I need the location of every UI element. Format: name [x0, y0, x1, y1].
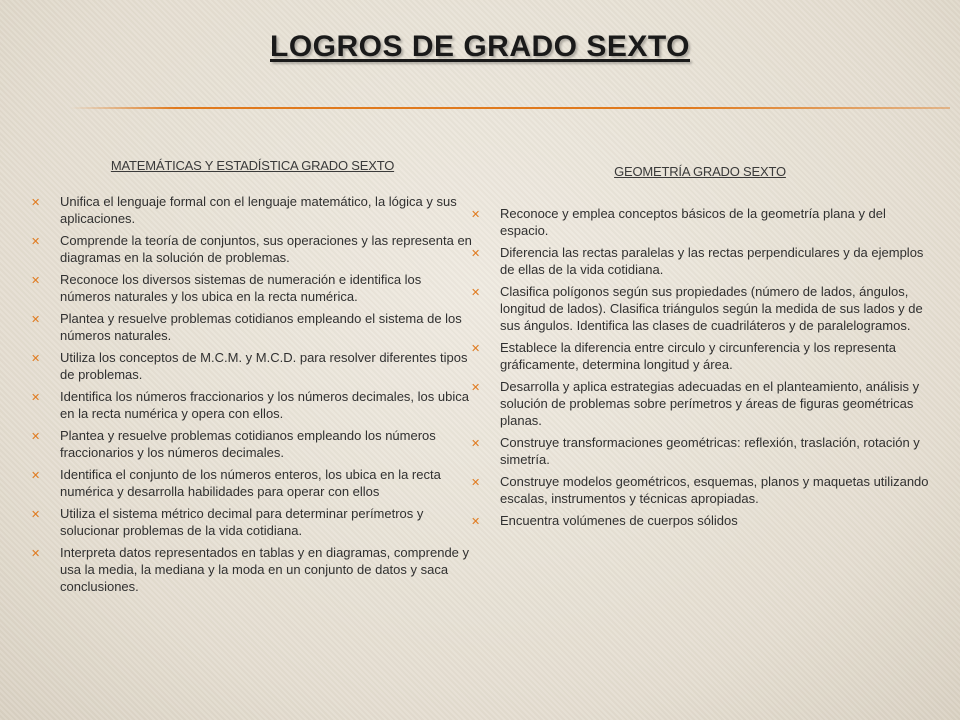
math-heading: MATEMÁTICAS Y ESTADÍSTICA GRADO SEXTO	[110, 158, 395, 173]
x-mark-icon: ✕	[471, 209, 481, 221]
x-mark-icon: ✕	[31, 431, 41, 443]
x-mark-icon: ✕	[31, 275, 41, 287]
geometry-heading: GEOMETRÍA GRADO SEXTO	[614, 164, 786, 179]
list-item: ✕ Encuentra volúmenes de cuerpos sólidos	[470, 512, 930, 529]
list-item: ✕ Unifica el lenguaje formal con el lenguaje matemático, la lógica y sus aplicaciones.	[31, 194, 457, 226]
list-item: ✕ Interpreta datos representados en tablas y en diagramas, comprende y usa la media, la mediana y la moda en un conjunto de datos y saca conclusiones.	[31, 545, 470, 594]
list-item: ✕ Diferencia las rectas paralelas y las rectas perpendiculares y da ejemplos de ellas de la vida cotidiana.	[471, 245, 924, 277]
x-mark-icon: ✕	[471, 438, 481, 450]
geometry-column	[470, 164, 930, 534]
list-item: ✕ Plantea y resuelve problemas cotidianos empleando el sistema de los números naturales.	[31, 311, 462, 343]
list-item: ✕ Utiliza los conceptos de M.C.M. y M.C.D. para resolver diferentes tipos de problemas.	[31, 350, 468, 382]
list-item: ✕ Desarrolla y aplica estrategias adecuadas en el planteamiento, análisis y solución de problemas sobre perímetros y áreas de figuras geométricas planas.	[471, 379, 920, 428]
x-mark-icon: ✕	[471, 287, 481, 299]
x-mark-icon: ✕	[471, 516, 481, 528]
geometry-list	[470, 205, 930, 529]
list-item: ✕ Identifica los números fraccionarios y los números decimales, los ubica en la recta numérica y opera con ellos.	[31, 389, 469, 421]
x-mark-icon: ✕	[31, 509, 41, 521]
x-mark-icon: ✕	[31, 314, 41, 326]
title-divider	[70, 107, 950, 109]
list-item: ✕ Utiliza el sistema métrico decimal para determinar perímetros y solucionar problemas de la vida cotidiana.	[31, 506, 424, 538]
x-mark-icon: ✕	[471, 477, 481, 489]
list-item: ✕ Establece la diferencia entre circulo y circunferencia y los representa gráficamente, determina longitud y área.	[471, 340, 896, 372]
x-mark-icon: ✕	[31, 392, 41, 404]
x-mark-icon: ✕	[31, 353, 41, 365]
list-item: ✕ Construye transformaciones geométricas: reflexión, traslación, rotación y simetría.	[471, 435, 920, 467]
x-mark-icon: ✕	[31, 236, 41, 248]
math-list	[30, 193, 475, 595]
list-item: ✕ Comprende la teoría de conjuntos, sus operaciones y las representa en diagramas en la solución de problemas.	[31, 233, 472, 265]
x-mark-icon: ✕	[471, 382, 481, 394]
x-mark-icon: ✕	[471, 343, 481, 355]
list-item: ✕ Construye modelos geométricos, esquemas, planos y maquetas utilizando escalas, instrumentos y técnicas apropiadas.	[471, 474, 929, 506]
list-item: ✕ Plantea y resuelve problemas cotidianos empleando los números fraccionarios y los números decimales.	[31, 428, 436, 460]
list-item: ✕ Reconoce y emplea conceptos básicos de la geometría plana y del espacio.	[471, 206, 886, 238]
list-item: ✕ Identifica el conjunto de los números enteros, los ubica en la recta numérica y desarrolla habilidades para operar con ellos	[31, 467, 441, 499]
list-item: ✕ Reconoce los diversos sistemas de numeración e identifica los números naturales y los ubica en la recta numérica.	[31, 272, 422, 304]
list-item: ✕ Clasifica polígonos según sus propiedades (número de lados, ángulos, longitud de lados). Clasifica triángulos según la medida de sus lados y de sus ángulos. Identifica las clases de cuadriláteros y de paralelogramos.	[471, 284, 923, 333]
x-mark-icon: ✕	[471, 248, 481, 260]
slide-title: LOGROS DE GRADO SEXTO	[270, 30, 690, 63]
x-mark-icon: ✕	[31, 548, 41, 560]
x-mark-icon: ✕	[31, 470, 41, 482]
x-mark-icon: ✕	[31, 197, 41, 209]
math-column	[30, 158, 475, 600]
